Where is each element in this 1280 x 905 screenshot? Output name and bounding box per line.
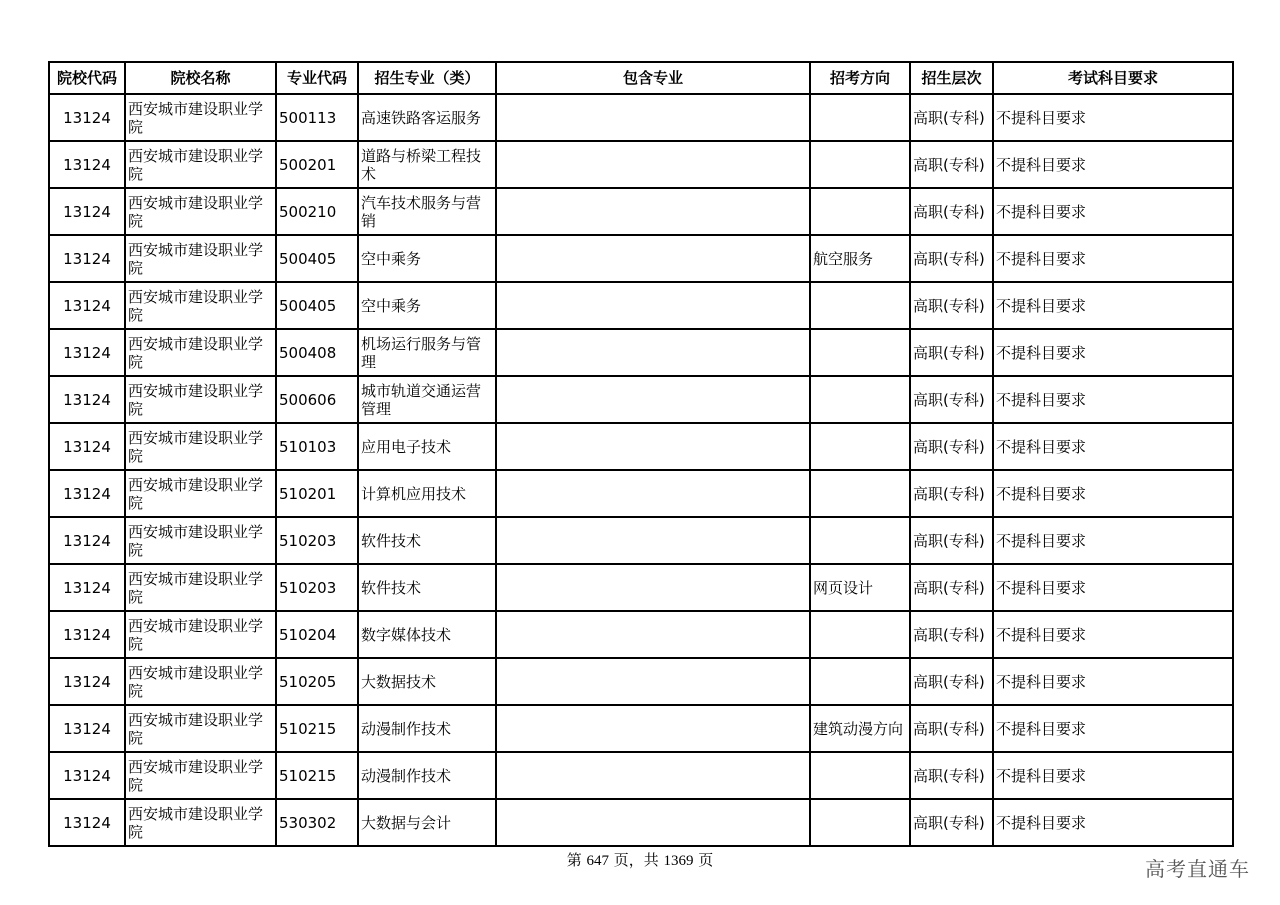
cell-major: 道路与桥梁工程技术 — [358, 141, 496, 188]
cell-included-majors — [496, 752, 810, 799]
cell-included-majors — [496, 235, 810, 282]
table-row — [49, 423, 1233, 470]
cell-level: 高职(专科) — [910, 376, 993, 423]
cell-major: 软件技术 — [358, 564, 496, 611]
cell-school-name: 西安城市建设职业学院 — [125, 376, 276, 423]
table-row — [49, 799, 1233, 846]
cell-included-majors — [496, 705, 810, 752]
cell-included-majors — [496, 799, 810, 846]
footer-suffix: 页 — [693, 851, 714, 869]
cell-school-code: 13124 — [49, 658, 125, 705]
cell-direction: 建筑动漫方向 — [810, 705, 910, 752]
cell-major-code: 510215 — [276, 705, 358, 752]
cell-subject-req: 不提科目要求 — [993, 799, 1233, 846]
cell-included-majors — [496, 423, 810, 470]
cell-direction — [810, 94, 910, 141]
cell-major-code: 510205 — [276, 658, 358, 705]
cell-level: 高职(专科) — [910, 611, 993, 658]
cell-major: 空中乘务 — [358, 235, 496, 282]
cell-direction — [810, 752, 910, 799]
cell-school-code: 13124 — [49, 517, 125, 564]
cell-subject-req: 不提科目要求 — [993, 752, 1233, 799]
header-school-code: 院校代码 — [49, 62, 125, 94]
cell-direction: 航空服务 — [810, 235, 910, 282]
cell-major-code: 510201 — [276, 470, 358, 517]
cell-school-name: 西安城市建设职业学院 — [125, 705, 276, 752]
cell-level: 高职(专科) — [910, 94, 993, 141]
cell-included-majors — [496, 188, 810, 235]
cell-major: 计算机应用技术 — [358, 470, 496, 517]
cell-school-code: 13124 — [49, 329, 125, 376]
admissions-table — [48, 61, 1234, 847]
cell-direction — [810, 329, 910, 376]
cell-school-name: 西安城市建设职业学院 — [125, 282, 276, 329]
cell-school-name: 西安城市建设职业学院 — [125, 799, 276, 846]
total-pages: 1369 — [663, 853, 694, 869]
page-number: 647 — [586, 853, 609, 869]
cell-school-code: 13124 — [49, 705, 125, 752]
page-footer — [0, 849, 1280, 870]
cell-major: 汽车技术服务与营销 — [358, 188, 496, 235]
cell-included-majors — [496, 282, 810, 329]
cell-direction — [810, 517, 910, 564]
cell-direction — [810, 282, 910, 329]
cell-subject-req: 不提科目要求 — [993, 94, 1233, 141]
table-row — [49, 752, 1233, 799]
cell-major: 动漫制作技术 — [358, 752, 496, 799]
cell-school-name: 西安城市建设职业学院 — [125, 329, 276, 376]
cell-major-code: 510204 — [276, 611, 358, 658]
cell-major-code: 510203 — [276, 517, 358, 564]
table-row — [49, 141, 1233, 188]
cell-school-code: 13124 — [49, 423, 125, 470]
cell-subject-req: 不提科目要求 — [993, 705, 1233, 752]
cell-major-code: 500606 — [276, 376, 358, 423]
cell-direction — [810, 423, 910, 470]
cell-major: 大数据技术 — [358, 658, 496, 705]
cell-school-name: 西安城市建设职业学院 — [125, 752, 276, 799]
cell-level: 高职(专科) — [910, 658, 993, 705]
cell-level: 高职(专科) — [910, 799, 993, 846]
cell-school-code: 13124 — [49, 188, 125, 235]
table-row — [49, 329, 1233, 376]
cell-included-majors — [496, 94, 810, 141]
cell-level: 高职(专科) — [910, 141, 993, 188]
cell-direction — [810, 188, 910, 235]
cell-subject-req: 不提科目要求 — [993, 141, 1233, 188]
cell-major-code: 510215 — [276, 752, 358, 799]
table-row — [49, 564, 1233, 611]
cell-subject-req: 不提科目要求 — [993, 188, 1233, 235]
cell-major-code: 500210 — [276, 188, 358, 235]
cell-included-majors — [496, 564, 810, 611]
cell-level: 高职(专科) — [910, 188, 993, 235]
table-row — [49, 658, 1233, 705]
cell-level: 高职(专科) — [910, 752, 993, 799]
cell-major: 动漫制作技术 — [358, 705, 496, 752]
table-row — [49, 470, 1233, 517]
cell-school-name: 西安城市建设职业学院 — [125, 517, 276, 564]
header-school-name: 院校名称 — [125, 62, 276, 94]
cell-included-majors — [496, 517, 810, 564]
table-row — [49, 517, 1233, 564]
cell-subject-req: 不提科目要求 — [993, 564, 1233, 611]
watermark: 高考直通车 — [1145, 857, 1250, 881]
cell-level: 高职(专科) — [910, 564, 993, 611]
cell-level: 高职(专科) — [910, 517, 993, 564]
cell-major-code: 510103 — [276, 423, 358, 470]
cell-included-majors — [496, 611, 810, 658]
cell-school-name: 西安城市建设职业学院 — [125, 564, 276, 611]
cell-included-majors — [496, 658, 810, 705]
table-row — [49, 188, 1233, 235]
cell-direction — [810, 376, 910, 423]
cell-major-code: 530302 — [276, 799, 358, 846]
cell-subject-req: 不提科目要求 — [993, 517, 1233, 564]
header-major-code: 专业代码 — [276, 62, 358, 94]
cell-school-code: 13124 — [49, 235, 125, 282]
cell-subject-req: 不提科目要求 — [993, 282, 1233, 329]
cell-major: 城市轨道交通运营管理 — [358, 376, 496, 423]
cell-school-name: 西安城市建设职业学院 — [125, 470, 276, 517]
cell-major: 软件技术 — [358, 517, 496, 564]
cell-school-code: 13124 — [49, 564, 125, 611]
cell-school-code: 13124 — [49, 282, 125, 329]
cell-major-code: 500408 — [276, 329, 358, 376]
cell-included-majors — [496, 376, 810, 423]
footer-prefix: 第 — [566, 851, 587, 869]
cell-major: 机场运行服务与管理 — [358, 329, 496, 376]
cell-included-majors — [496, 141, 810, 188]
cell-school-name: 西安城市建设职业学院 — [125, 235, 276, 282]
cell-subject-req: 不提科目要求 — [993, 658, 1233, 705]
cell-direction — [810, 658, 910, 705]
cell-major: 空中乘务 — [358, 282, 496, 329]
header-direction: 招考方向 — [810, 62, 910, 94]
header-major: 招生专业（类） — [358, 62, 496, 94]
cell-subject-req: 不提科目要求 — [993, 470, 1233, 517]
cell-school-code: 13124 — [49, 141, 125, 188]
cell-major-code: 500405 — [276, 235, 358, 282]
cell-school-code: 13124 — [49, 611, 125, 658]
cell-school-code: 13124 — [49, 799, 125, 846]
cell-level: 高职(专科) — [910, 329, 993, 376]
cell-level: 高职(专科) — [910, 470, 993, 517]
cell-major-code: 500201 — [276, 141, 358, 188]
cell-school-name: 西安城市建设职业学院 — [125, 188, 276, 235]
header-included-majors: 包含专业 — [496, 62, 810, 94]
cell-school-code: 13124 — [49, 376, 125, 423]
header-row — [49, 62, 1233, 94]
cell-level: 高职(专科) — [910, 282, 993, 329]
cell-school-name: 西安城市建设职业学院 — [125, 611, 276, 658]
cell-included-majors — [496, 470, 810, 517]
cell-direction — [810, 611, 910, 658]
cell-major: 数字媒体技术 — [358, 611, 496, 658]
cell-subject-req: 不提科目要求 — [993, 611, 1233, 658]
cell-direction — [810, 799, 910, 846]
cell-subject-req: 不提科目要求 — [993, 329, 1233, 376]
cell-school-code: 13124 — [49, 94, 125, 141]
table-row — [49, 705, 1233, 752]
cell-subject-req: 不提科目要求 — [993, 423, 1233, 470]
cell-school-name: 西安城市建设职业学院 — [125, 141, 276, 188]
header-level: 招生层次 — [910, 62, 993, 94]
cell-school-code: 13124 — [49, 470, 125, 517]
table-row — [49, 611, 1233, 658]
cell-school-name: 西安城市建设职业学院 — [125, 94, 276, 141]
cell-major-code: 500405 — [276, 282, 358, 329]
cell-school-name: 西安城市建设职业学院 — [125, 423, 276, 470]
cell-direction — [810, 141, 910, 188]
header-subject-req: 考试科目要求 — [993, 62, 1233, 94]
cell-major-code: 510203 — [276, 564, 358, 611]
cell-level: 高职(专科) — [910, 235, 993, 282]
cell-subject-req: 不提科目要求 — [993, 235, 1233, 282]
cell-included-majors — [496, 329, 810, 376]
cell-direction — [810, 470, 910, 517]
table-row — [49, 376, 1233, 423]
cell-major: 应用电子技术 — [358, 423, 496, 470]
footer-middle: 页，共 — [608, 851, 664, 869]
table-row — [49, 235, 1233, 282]
table-row — [49, 282, 1233, 329]
cell-major-code: 500113 — [276, 94, 358, 141]
cell-school-code: 13124 — [49, 752, 125, 799]
cell-major: 高速铁路客运服务 — [358, 94, 496, 141]
cell-school-name: 西安城市建设职业学院 — [125, 658, 276, 705]
cell-major: 大数据与会计 — [358, 799, 496, 846]
cell-subject-req: 不提科目要求 — [993, 376, 1233, 423]
cell-level: 高职(专科) — [910, 423, 993, 470]
cell-level: 高职(专科) — [910, 705, 993, 752]
cell-direction: 网页设计 — [810, 564, 910, 611]
table-row — [49, 94, 1233, 141]
